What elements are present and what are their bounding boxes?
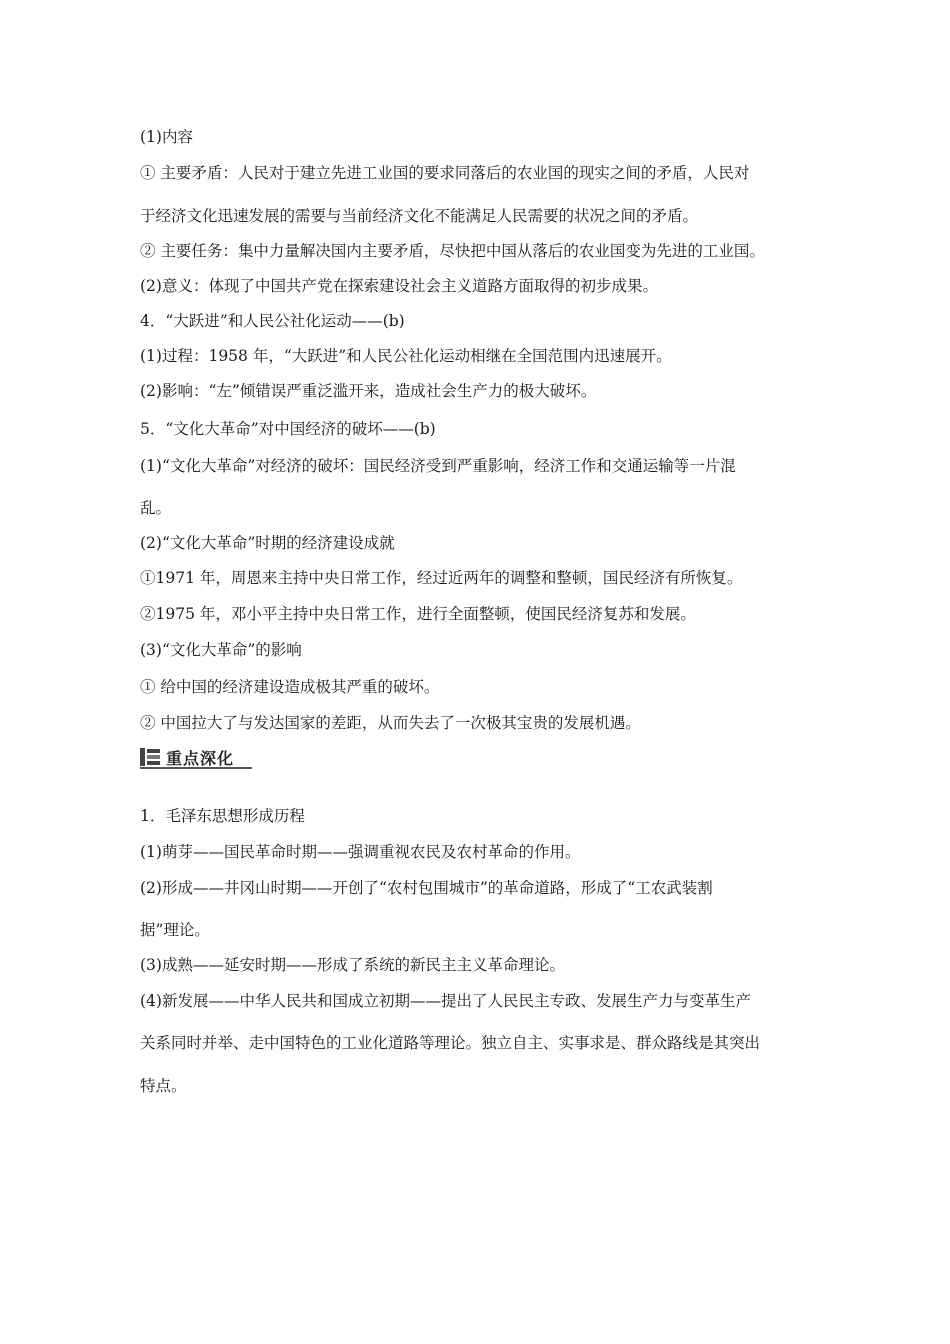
text-line: (2)“文化大革命”时期的经济建设成就 xyxy=(140,534,395,552)
text-line: (2)意义：体现了中国共产党在探索建设社会主义道路方面取得的初步成果。 xyxy=(140,277,658,295)
section-heading-text: 重点深化 xyxy=(166,748,235,768)
text-line: 乱。 xyxy=(140,499,172,517)
text-line: ② 中国拉大了与发达国家的差距，从而失去了一次极其宝贵的发展机遇。 xyxy=(140,714,641,732)
text-line: (4)新发展——中华人民共和国成立初期——提出了人民民主专政、发展生产力与变革生产 xyxy=(140,992,751,1010)
text-line: 据”理论。 xyxy=(140,921,210,939)
text-line: ① 给中国的经济建设造成极其严重的破坏。 xyxy=(140,678,440,696)
text-line: (1)萌芽——国民革命时期——强调重视农民及农村革命的作用。 xyxy=(140,843,581,861)
text-line: 关系同时并举、走中国特色的工业化道路等理论。独立自主、实事求是、群众路线是其突出 xyxy=(140,1034,761,1052)
text-line: ②1975 年，邓小平主持中央日常工作，进行全面整顿，使国民经济复苏和发展。 xyxy=(140,605,696,623)
text-line: 1．毛泽东思想形成历程 xyxy=(140,807,305,825)
text-line: (2)影响：“左”倾错误严重泛滥开来，造成社会生产力的极大破坏。 xyxy=(140,382,597,400)
text-line: ① 主要矛盾：人民对于建立先进工业国的要求同落后的农业国的现实之间的矛盾，人民对 xyxy=(140,164,750,182)
section-heading-underline xyxy=(140,767,252,769)
section-heading xyxy=(140,745,252,769)
text-line: (1)内容 xyxy=(140,128,193,146)
text-line: 特点。 xyxy=(140,1077,187,1095)
text-line: 4．“大跃进”和人民公社化运动——(b) xyxy=(140,312,405,330)
text-line: (1)“文化大革命”对经济的破坏：国民经济受到严重影响，经济工作和交通运输等一片混 xyxy=(140,457,736,475)
text-line: (1)过程：1958 年，“大跃进”和人民公社化运动相继在全国范围内迅速展开。 xyxy=(140,347,672,365)
text-line: ② 主要任务：集中力量解决国内主要矛盾，尽快把中国从落后的农业国变为先进的工业国。 xyxy=(140,242,765,260)
text-line: (3)成熟——延安时期——形成了系统的新民主主义革命理论。 xyxy=(140,956,565,974)
text-line: ①1971 年，周恩来主持中央日常工作，经过近两年的调整和整顿，国民经济有所恢复。 xyxy=(140,569,743,587)
text-line: (2)形成——井冈山时期——开创了“农村包围城市”的革命道路，形成了“工农武装割 xyxy=(140,879,713,897)
text-line: 于经济文化迅速发展的需要与当前经济文化不能满足人民需要的状况之间的矛盾。 xyxy=(140,207,699,225)
text-line: 5．“文化大革命”对中国经济的破坏——(b) xyxy=(140,420,436,438)
text-line: (3)“文化大革命”的影响 xyxy=(140,641,302,659)
section-list-icon xyxy=(140,748,160,766)
